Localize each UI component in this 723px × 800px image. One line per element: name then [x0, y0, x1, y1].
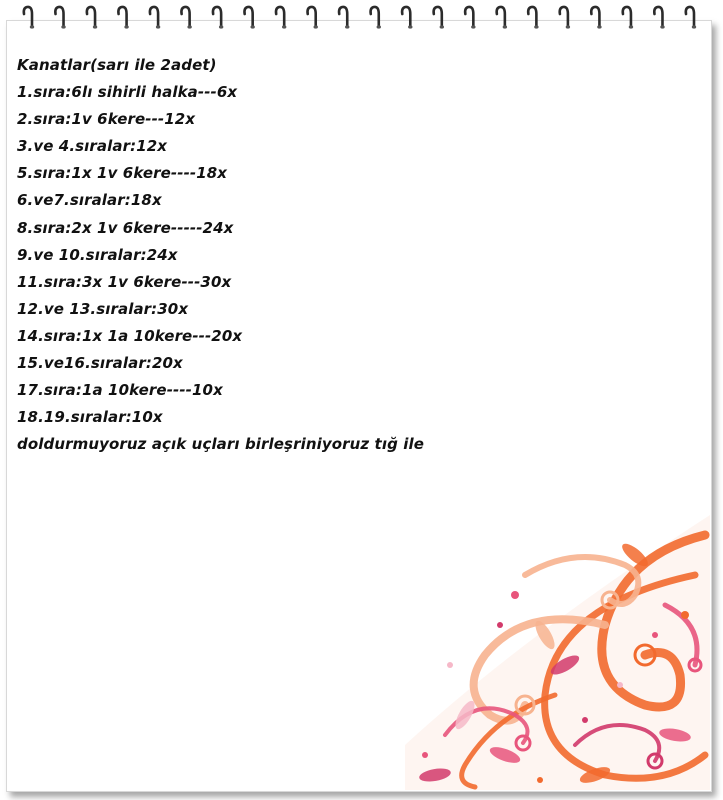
decor-dot: [617, 682, 623, 688]
note-line: 18.19.sıralar:10x: [17, 408, 163, 427]
decor-dot: [422, 752, 428, 758]
decor-dot: [652, 632, 658, 638]
note-line: 6.ve7.sıralar:18x: [17, 191, 162, 210]
binding-ring: [434, 7, 444, 29]
note-line: 15.ve16.sıralar:20x: [17, 354, 183, 373]
binding-ring: [276, 7, 286, 29]
binding-ring: [55, 7, 65, 29]
note-line: 9.ve 10.sıralar:24x: [17, 245, 178, 264]
note-line: 1.sıra:6lı sihirli halka---6x: [17, 83, 238, 102]
note-line: 12.ve 13.sıralar:30x: [17, 299, 189, 318]
decor-dot: [447, 662, 453, 668]
binding-ring: [87, 7, 97, 29]
note-line: 8.sıra:2x 1v 6kere-----24x: [17, 218, 234, 237]
binding-ring: [465, 7, 475, 29]
binding-ring: [623, 7, 633, 29]
binding-ring: [402, 7, 412, 29]
binding-ring: [591, 7, 601, 29]
binding-ring: [181, 7, 191, 29]
binding-ring: [497, 7, 507, 29]
binding-ring: [150, 7, 160, 29]
note-line: 5.sıra:1x 1v 6kere----18x: [17, 164, 228, 183]
binding-ring: [118, 7, 128, 29]
notes-title: Kanatlar(sarı ile 2adet): [17, 56, 217, 74]
note-line: 17.sıra:1a 10kere----10x: [17, 381, 223, 400]
binding-ring: [213, 7, 223, 29]
decor-dot: [681, 611, 689, 619]
binding-ring: [371, 7, 381, 29]
decor-dot: [582, 717, 588, 723]
note-line: 3.ve 4.sıralar:12x: [17, 137, 168, 156]
binding-ring: [24, 7, 34, 29]
decor-dot: [511, 591, 519, 599]
binding-ring: [560, 7, 570, 29]
binding-ring: [686, 7, 696, 29]
decor-dot: [537, 777, 543, 783]
pattern-notes: [17, 52, 577, 458]
binding-ring: [244, 7, 254, 29]
binding-ring: [528, 7, 538, 29]
binding-ring: [654, 7, 664, 29]
note-line: doldurmuyoruz açık uçları birleşriniyoruz tığ ile: [17, 435, 424, 454]
floral-swirl-decoration: [405, 515, 710, 790]
note-line: 2.sıra:1v 6kere---12x: [17, 110, 196, 129]
binding-ring: [308, 7, 318, 29]
decor-dot: [497, 622, 503, 628]
note-line: 14.sıra:1x 1a 10kere---20x: [17, 326, 243, 345]
spiral-binding: [0, 0, 723, 40]
binding-ring: [339, 7, 349, 29]
note-line: 11.sıra:3x 1v 6kere---30x: [17, 272, 232, 291]
